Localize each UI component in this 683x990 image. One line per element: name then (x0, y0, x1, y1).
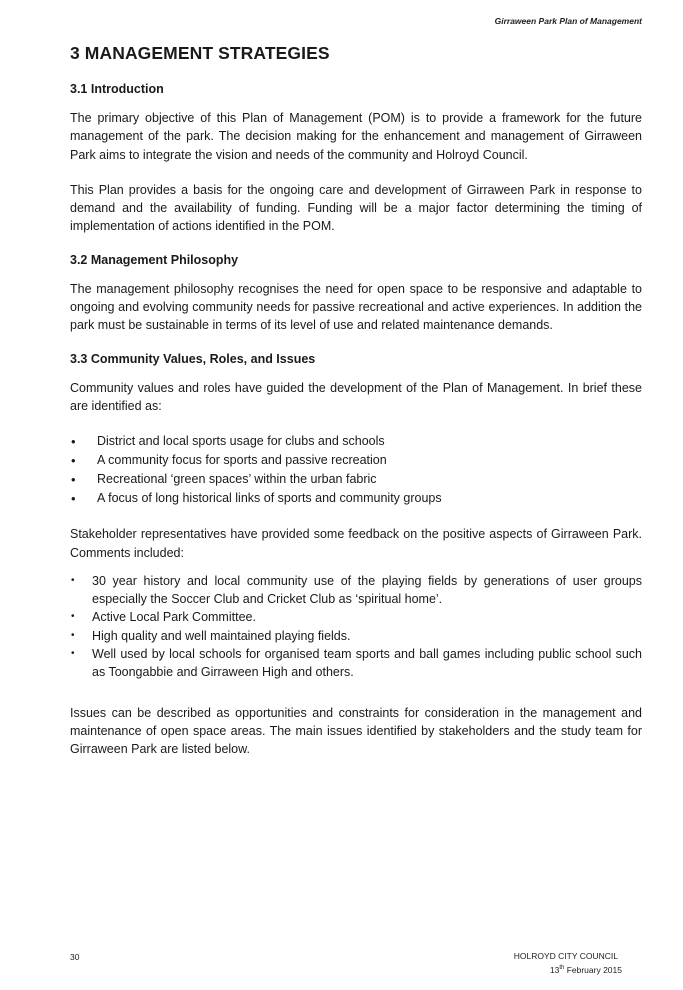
list-item: • Well used by local schools for organised team sports and ball games including public school such as Toongabbie and Girraween High and others. (71, 647, 642, 680)
philosophy-paragraph: The management philosophy recognises the need for open space to be responsive and adaptable to ongoing and evolving community needs for passive recreational and active experiences. In addition the park must be sustainable in terms of its level of use and related maintenance demands. (70, 281, 642, 333)
footer-date: 13th February 2015 (549, 965, 622, 975)
bullet-icon: • (71, 629, 75, 641)
values-paragraph-1: Community values and roles have guided the development of the Plan of Management. In brief these are identified as: (70, 380, 642, 413)
values-paragraph-3: Issues can be described as opportunities and constraints for consideration in the management and maintenance of open space areas. The main issues identified by stakeholders and the study team for Girraween Park are listed below. (70, 705, 642, 757)
list-item: • District and local sports usage for clubs and schools (71, 434, 385, 450)
page-content (70, 43, 642, 776)
page-number: 30 (70, 952, 80, 962)
list-item: • A community focus for sports and passive recreation (71, 453, 387, 469)
philosophy-heading: 3.2 Management Philosophy (70, 252, 239, 267)
council-name: HOLROYD CITY COUNCIL (513, 951, 618, 961)
bullet-icon: • (71, 434, 76, 450)
values-paragraph-2: Stakeholder representatives have provided some feedback on the positive aspects of Girraween Park. Comments included: (70, 527, 642, 560)
list-item: • Active Local Park Committee. (70, 608, 642, 626)
intro-heading: 3.1 Introduction (70, 82, 164, 96)
list-item: • High quality and well maintained playing fields. (70, 627, 642, 645)
intro-paragraph-1: The primary objective of this Plan of Management (POM) is to provide a framework for the future management of the park. The decision making for the enhancement and management of Girraween Park aims to integrate the vision and needs of the community and Holroyd Council. (70, 111, 642, 162)
bullet-icon: • (71, 648, 75, 660)
bullet-icon: • (71, 491, 76, 507)
comments-list (70, 572, 642, 682)
intro-paragraph-2: This Plan provides a basis for the ongoing care and development of Girraween Park in response to demand and the availability of funding. Funding will be a major factor determining the timing of implementation of actions identified in the POM. (70, 182, 642, 234)
bullet-icon: • (71, 453, 76, 469)
section-title: 3 MANAGEMENT STRATEGIES (70, 43, 330, 63)
values-heading: 3.3 Community Values, Roles, and Issues (70, 351, 316, 366)
bullet-icon: • (71, 472, 76, 488)
list-item: • Recreational ‘green spaces’ within the urban fabric (71, 472, 377, 488)
running-header: Girraween Park Plan of Management (494, 16, 642, 26)
list-item: • 30 year history and local community use of the playing fields by generations of user groups especially the Soccer Club and Cricket Club as ‘spiritual home’. (71, 573, 642, 607)
values-list (70, 432, 642, 508)
bullet-icon: • (71, 611, 75, 623)
list-item: • A focus of long historical links of sports and community groups (71, 491, 442, 507)
bullet-icon: • (71, 574, 75, 586)
footer-council-date (513, 950, 622, 976)
